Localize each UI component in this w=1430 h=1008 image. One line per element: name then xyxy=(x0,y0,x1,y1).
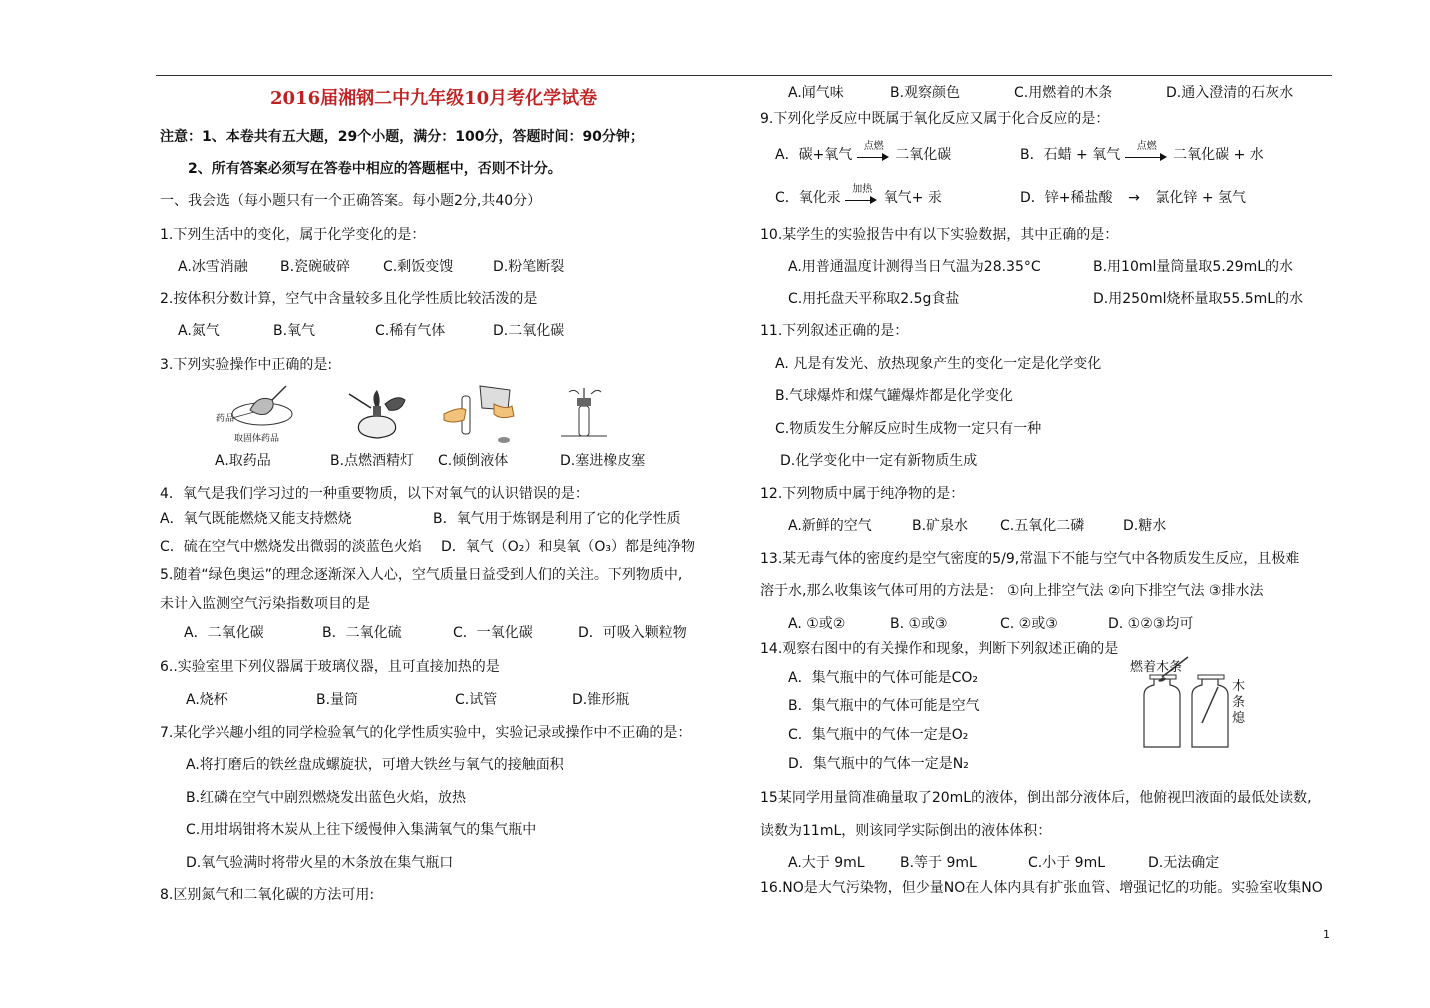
q9-d-products: 氯化锌 + 氢气 xyxy=(1155,190,1247,206)
q9-c-condition: 加热 xyxy=(852,184,873,195)
q15-option-b: B.等于 9mL xyxy=(900,855,977,871)
header-rule xyxy=(156,75,1332,76)
q1-option-c: C.剩饭变馊 xyxy=(383,259,454,275)
q7-option-b: B.红磷在空气中剧烈燃烧发出蓝色火焰，放热 xyxy=(186,790,467,806)
q14-label-tiao: 条 xyxy=(1232,695,1246,710)
q7-option-c: C.用坩埚钳将木炭从上往下缓慢伸入集满氧气的集气瓶中 xyxy=(186,822,537,838)
q5-stem-line-2: 未计入监测空气污染指数项目的是 xyxy=(160,596,370,612)
q9-c-products: 氧气+ 汞 xyxy=(883,190,942,206)
q3-option-b: B.点燃酒精灯 xyxy=(330,453,415,469)
q10-stem: 10.某学生的实验报告中有以下实验数据，其中正确的是： xyxy=(760,227,1119,243)
q12-option-b: B.矿泉水 xyxy=(912,518,969,534)
q1-option-b: B.瓷碗破碎 xyxy=(280,259,351,275)
q9-a-condition: 点燃 xyxy=(863,141,884,152)
q1-option-a: A.冰雪消融 xyxy=(178,259,248,275)
q9-b-arrow xyxy=(1125,141,1169,162)
note-2: 2、所有答案必须写在答卷中相应的答题框中，否则不计分。 xyxy=(188,161,562,177)
q12-option-d: D.糖水 xyxy=(1123,518,1167,534)
q14-label-mu: 木 xyxy=(1232,679,1246,694)
q2-option-c: C.稀有气体 xyxy=(375,323,446,339)
q3-image-label-take-solid: 取固体药品 xyxy=(234,434,280,444)
q14-option-d: D．集气瓶中的气体一定是N₂ xyxy=(788,756,969,772)
q9-d-arrow: → xyxy=(1128,190,1140,206)
q15-stem-line-1: 15某同学用量筒准确量取了20mL的液体，倒出部分液体后，他俯视凹液面的最低处读数, xyxy=(760,790,1312,806)
q6-option-d: D.锥形瓶 xyxy=(572,692,630,708)
q3-image-pour-liquid xyxy=(440,380,520,444)
page-number: 1 xyxy=(1323,928,1330,941)
q12-stem: 12.下列物质中属于纯净物的是： xyxy=(760,486,965,502)
q1-option-d: D.粉笔断裂 xyxy=(493,259,565,275)
q3-image-alcohol-lamp xyxy=(345,384,411,442)
q5-option-d: D．可吸入颗粒物 xyxy=(578,625,687,641)
q13-option-c: C. ②或③ xyxy=(1000,616,1058,632)
q11-option-b: B.气球爆炸和煤气罐爆炸都是化学变化 xyxy=(775,388,1014,404)
q4-option-b: B．氧气用于炼钢是利用了它的化学性质 xyxy=(433,511,681,527)
q8-stem: 8.区别氮气和二氧化碳的方法可用: xyxy=(160,887,375,903)
q9-option-d xyxy=(1020,189,1246,207)
q5-option-a: A．二氧化碳 xyxy=(184,625,264,641)
q14-option-a: A．集气瓶中的气体可能是CO₂ xyxy=(788,670,978,686)
q13-option-b: B. ①或③ xyxy=(890,616,948,632)
q9-b-condition: 点燃 xyxy=(1136,141,1157,152)
q10-option-a: A.用普通温度计测得当日气温为28.35°C xyxy=(788,259,1041,275)
q3-image-label-reagent: 药品 xyxy=(216,414,235,424)
q11-option-d: D.化学变化中一定有新物质生成 xyxy=(780,453,978,469)
q4-stem: 4．氧气是我们学习过的一种重要物质，以下对氧气的认识错误的是： xyxy=(160,486,589,502)
q16-stem: 16.NO是大气污染物，但少量NO在人体内具有扩张血管、增强记忆的功能。实验室收集NO xyxy=(760,880,1323,896)
q9-option-b xyxy=(1020,141,1264,164)
q14-option-b: B．集气瓶中的气体可能是空气 xyxy=(788,698,980,714)
q8-option-a: A.闻气味 xyxy=(788,85,844,101)
q3-image-insert-stopper xyxy=(555,384,613,442)
q3-option-c: C.倾倒液体 xyxy=(438,453,509,469)
q9-stem: 9.下列化学反应中既属于氧化反应又属于化合反应的是： xyxy=(760,111,1110,127)
q15-option-a: A.大于 9mL xyxy=(788,855,865,871)
q10-option-d: D.用250ml烧杯量取55.5mL的水 xyxy=(1093,291,1304,307)
q6-option-c: C.试管 xyxy=(455,692,498,708)
q9-option-c xyxy=(775,184,942,207)
q7-stem: 7.某化学兴趣小组的同学检验氧气的化学性质实验中，实验记录或操作中不正确的是： xyxy=(160,725,692,741)
q3-option-a: A.取药品 xyxy=(215,453,271,469)
q4-option-d: D．氧气（O₂）和臭氧（O₃）都是纯净物 xyxy=(441,539,696,555)
q12-option-c: C.五氧化二磷 xyxy=(1000,518,1085,534)
q13-option-a: A. ①或② xyxy=(788,616,846,632)
q15-stem-line-2: 读数为11mL，则该同学实际倒出的液体体积： xyxy=(760,823,1052,839)
q8-option-d: D.通入澄清的石灰水 xyxy=(1166,85,1294,101)
q12-option-a: A.新鲜的空气 xyxy=(788,518,872,534)
q8-option-b: B.观察颜色 xyxy=(890,85,961,101)
q6-option-b: B.量筒 xyxy=(316,692,359,708)
q9-a-reactants: A．碳+氧气 xyxy=(775,147,853,163)
q14-stem: 14.观察右图中的有关操作和现象，判断下列叙述正确的是 xyxy=(760,641,1119,657)
q4-option-c: C．硫在空气中燃烧发出微弱的淡蓝色火焰 xyxy=(160,539,422,555)
q3-option-d: D.塞进橡皮塞 xyxy=(560,453,646,469)
q11-option-c: C.物质发生分解反应时生成物一定只有一种 xyxy=(775,421,1042,437)
q9-b-products: 二氧化碳 + 水 xyxy=(1173,147,1264,163)
q7-option-a: A.将打磨后的铁丝盘成螺旋状，可增大铁丝与氧气的接触面积 xyxy=(186,757,564,773)
q5-option-c: C．一氧化碳 xyxy=(453,625,533,641)
note-1: 注意：1、本卷共有五大题，29个小题，满分：100分，答题时间：90分钟； xyxy=(160,129,644,145)
page-title: 2016届湘钢二中九年级10月考化学试卷 xyxy=(270,88,598,109)
q13-stem-line-1: 13.某无毒气体的密度约是空气密度的5/9,常温下不能与空气中各物质发生反应，且极难 xyxy=(760,551,1300,567)
q10-option-c: C.用托盘天平称取2.5g食盐 xyxy=(788,291,960,307)
q2-option-b: B.氧气 xyxy=(273,323,316,339)
q8-option-c: C.用燃着的木条 xyxy=(1014,85,1113,101)
q14-option-c: C．集气瓶中的气体一定是O₂ xyxy=(788,727,969,743)
q2-option-d: D.二氧化碳 xyxy=(493,323,565,339)
q11-option-a: A. 凡是有发光、放热现象产生的变化一定是化学变化 xyxy=(775,356,1102,372)
q13-stem-line-2: 溶于水,那么收集该气体可用的方法是： ①向上排空气法 ②向下排空气法 ③排水法 xyxy=(760,583,1264,599)
section-1-heading: 一、我会选（每小题只有一个正确答案。每小题2分,共40分） xyxy=(160,193,542,209)
q2-stem: 2.按体积分数计算，空气中含量较多且化学性质比较活泼的是 xyxy=(160,291,538,307)
q3-image-take-reagent xyxy=(210,380,300,444)
q13-option-d: D. ①②③均可 xyxy=(1108,616,1194,632)
q9-option-a xyxy=(775,141,952,164)
q9-a-products: 二氧化碳 xyxy=(895,147,952,163)
q6-option-a: A.烧杯 xyxy=(186,692,228,708)
q4-option-a: A．氧气既能燃烧又能支持燃烧 xyxy=(160,511,352,527)
q9-d-reactants: D．锌+稀盐酸 xyxy=(1020,190,1113,206)
q14-label-burning-stick: 燃着木条 xyxy=(1130,660,1183,675)
q10-option-b: B.用10ml量筒量取5.29mL的水 xyxy=(1093,259,1294,275)
q15-option-d: D.无法确定 xyxy=(1148,855,1220,871)
q1-stem: 1.下列生活中的变化，属于化学变化的是： xyxy=(160,227,426,243)
q5-option-b: B．二氧化硫 xyxy=(322,625,402,641)
q14-label-xi: 熄 xyxy=(1232,711,1246,726)
q3-stem: 3.下列实验操作中正确的是: xyxy=(160,357,333,373)
q9-b-reactants: B．石蜡 + 氧气 xyxy=(1020,147,1121,163)
q2-option-a: A.氮气 xyxy=(178,323,220,339)
q11-stem: 11.下列叙述正确的是： xyxy=(760,323,909,339)
q9-c-arrow xyxy=(845,184,879,205)
q9-c-reactants: C．氧化汞 xyxy=(775,190,841,206)
q15-option-c: C.小于 9mL xyxy=(1028,855,1106,871)
q7-option-d: D.氧气验满时将带火星的木条放在集气瓶口 xyxy=(186,855,454,871)
q9-a-arrow xyxy=(857,141,891,162)
q5-stem-line-1: 5.随着“绿色奥运”的理念逐渐深入人心，空气质量日益受到人们的关注。下列物质中, xyxy=(160,567,683,583)
q6-stem: 6..实验室里下列仪器属于玻璃仪器，且可直接加热的是 xyxy=(160,659,500,675)
